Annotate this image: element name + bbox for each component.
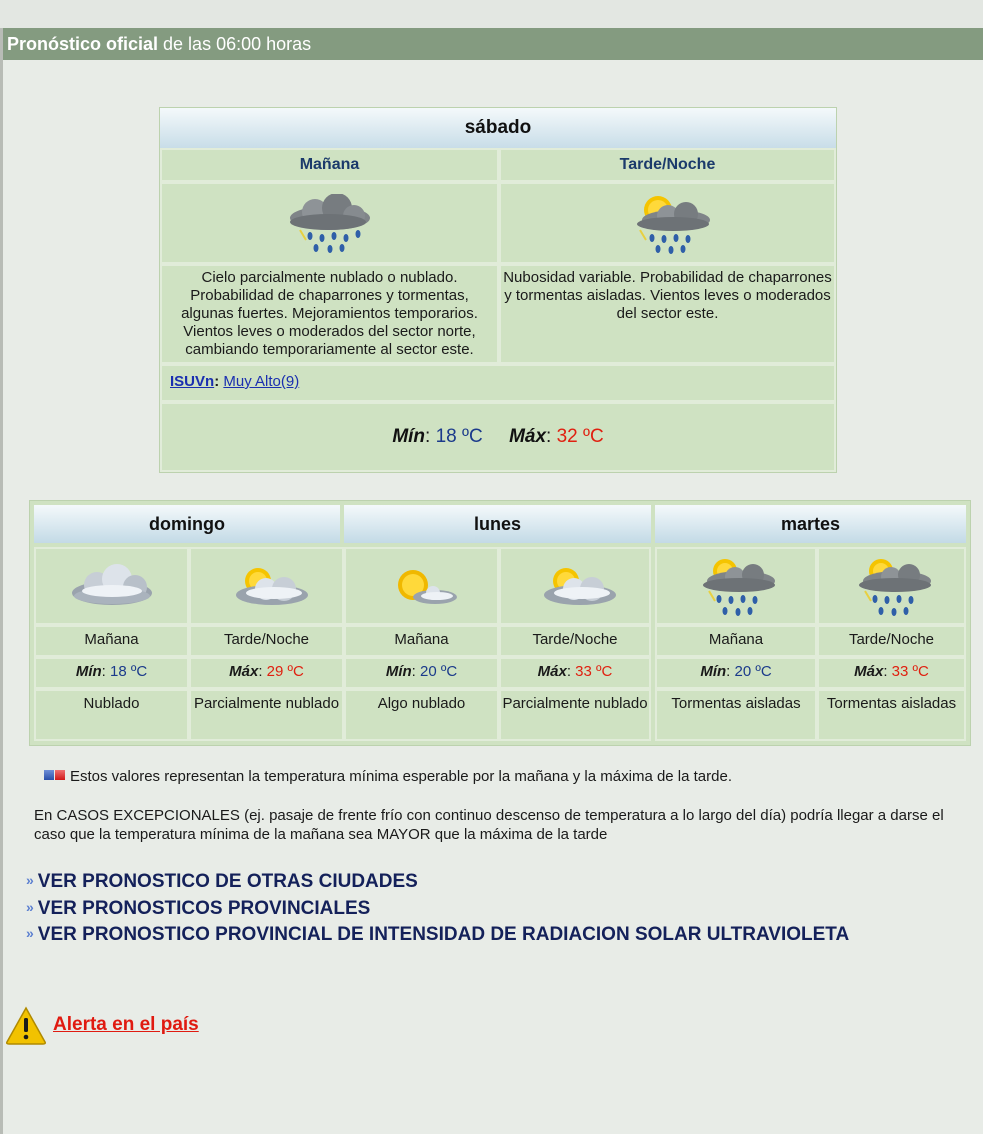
- martes-evening-icon-cell: [817, 547, 966, 625]
- day-header-lunes: lunes: [344, 505, 651, 543]
- martes-evening-description: Tormentas aisladas: [817, 689, 966, 741]
- alert-section: [5, 1006, 199, 1050]
- max-color-square-icon: [55, 770, 65, 780]
- warning-icon: [5, 1006, 47, 1046]
- sun-storm-icon: [847, 557, 937, 619]
- double-chevron-icon: »: [26, 898, 34, 915]
- domingo-morning-label: Mañana: [34, 625, 189, 657]
- cloudy-icon: [67, 563, 157, 613]
- lunes-min-temp: Mín: 20 ºC: [344, 657, 499, 689]
- rain-cloud-icon: [280, 194, 380, 256]
- day-header-martes: martes: [655, 505, 966, 543]
- forecast-links: [26, 868, 849, 948]
- domingo-max-temp: Máx: 29 ºC: [189, 657, 344, 689]
- sun-rain-cloud-icon: [618, 194, 718, 256]
- saturday-temperatures: Mín: 18 ºC Máx: 32 ºC: [160, 402, 836, 472]
- link-pronosticos-provinciales[interactable]: » VER PRONOSTICOS PROVINCIALES: [26, 897, 371, 919]
- martes-evening-label: Tarde/Noche: [817, 625, 966, 657]
- martes-morning-label: Mañana: [655, 625, 817, 657]
- domingo-evening-label: Tarde/Noche: [189, 625, 344, 657]
- lunes-morning-icon-cell: [344, 547, 499, 625]
- saturday-evening-icon-cell: [499, 182, 836, 264]
- domingo-morning-description: Nublado: [34, 689, 189, 741]
- max-label: Máx: [509, 426, 547, 447]
- isuv-label-link[interactable]: ISUVn: [170, 373, 215, 390]
- min-label: Mín: [392, 426, 426, 447]
- title-rest: de las 06:00 horas: [158, 34, 312, 54]
- lunes-evening-label: Tarde/Noche: [499, 625, 651, 657]
- legend-text: Estos valores representan la temperatura mínima esperable por la mañana y la máxima de la tarde.: [70, 768, 732, 785]
- exceptional-cases-note: En CASOS EXCEPCIONALES (ej. pasaje de frente frío con continuo descenso de temperatura a lo largo del día) podría llegar a darse el caso que la temperatura mínima de la mañana sea MAYOR que la máxima de la tarde: [34, 807, 944, 843]
- saturday-forecast-panel: [159, 107, 837, 473]
- martes-max-temp: Máx: 33 ºC: [817, 657, 966, 689]
- double-chevron-icon: »: [26, 872, 34, 888]
- forecast-title-bar: [3, 28, 983, 60]
- sun-small-cloud-icon: [377, 563, 467, 613]
- isuv-row: ISUVn: Muy Alto(9): [160, 364, 836, 402]
- title-bold: Pronóstico oficial: [7, 34, 159, 54]
- sun-storm-icon: [691, 557, 781, 619]
- lunes-morning-description: Algo nublado: [344, 689, 499, 741]
- martes-morning-icon-cell: [655, 547, 817, 625]
- link-radiacion-uv[interactable]: » VER PRONOSTICO PROVINCIAL DE INTENSIDAD DE RADIACION SOLAR ULTRAVIOLETA: [26, 924, 850, 945]
- three-day-forecast-panel: [29, 500, 971, 746]
- day-header-domingo: domingo: [34, 505, 340, 543]
- lunes-evening-description: Parcialmente nublado: [499, 689, 651, 741]
- link-otras-ciudades[interactable]: » VER PRONOSTICO DE OTRAS CIUDADES: [26, 871, 418, 892]
- partly-cloudy-icon: [530, 563, 620, 613]
- temperature-legend: [44, 767, 732, 787]
- alert-link[interactable]: Alerta en el país: [53, 1014, 199, 1035]
- saturday-day-header: sábado: [160, 108, 836, 148]
- martes-morning-description: Tormentas aisladas: [655, 689, 817, 741]
- double-chevron-icon: »: [26, 925, 34, 941]
- domingo-min-temp: Mín: 18 ºC: [34, 657, 189, 689]
- max-value: 32 ºC: [556, 426, 604, 447]
- min-color-square-icon: [44, 770, 54, 780]
- top-strip: [0, 0, 983, 28]
- min-value: 18 ºC: [435, 426, 483, 447]
- lunes-max-temp: Máx: 33 ºC: [499, 657, 651, 689]
- domingo-evening-icon-cell: [189, 547, 344, 625]
- partly-cloudy-icon: [222, 563, 312, 613]
- saturday-morning-label: Mañana: [160, 148, 499, 182]
- page-left-border: [0, 0, 3, 1134]
- saturday-evening-description: Nubosidad variable. Probabilidad de chaparrones y tormentas aisladas. Vientos leves o moderados del sector este.: [499, 264, 836, 364]
- saturday-morning-icon-cell: [160, 182, 499, 264]
- isuv-value-link[interactable]: Muy Alto(9): [223, 373, 300, 390]
- lunes-evening-icon-cell: [499, 547, 651, 625]
- saturday-evening-label: Tarde/Noche: [499, 148, 836, 182]
- lunes-morning-label: Mañana: [344, 625, 499, 657]
- domingo-evening-description: Parcialmente nublado: [189, 689, 344, 741]
- martes-min-temp: Mín: 20 ºC: [655, 657, 817, 689]
- domingo-morning-icon-cell: [34, 547, 189, 625]
- saturday-morning-description: Cielo parcialmente nublado o nublado. Probabilidad de chaparrones y tormentas, algunas fuertes. Mejoramientos temporarios. Vientos leves o moderados del sector norte, cambiando temporariamente al sector este.: [160, 264, 499, 364]
